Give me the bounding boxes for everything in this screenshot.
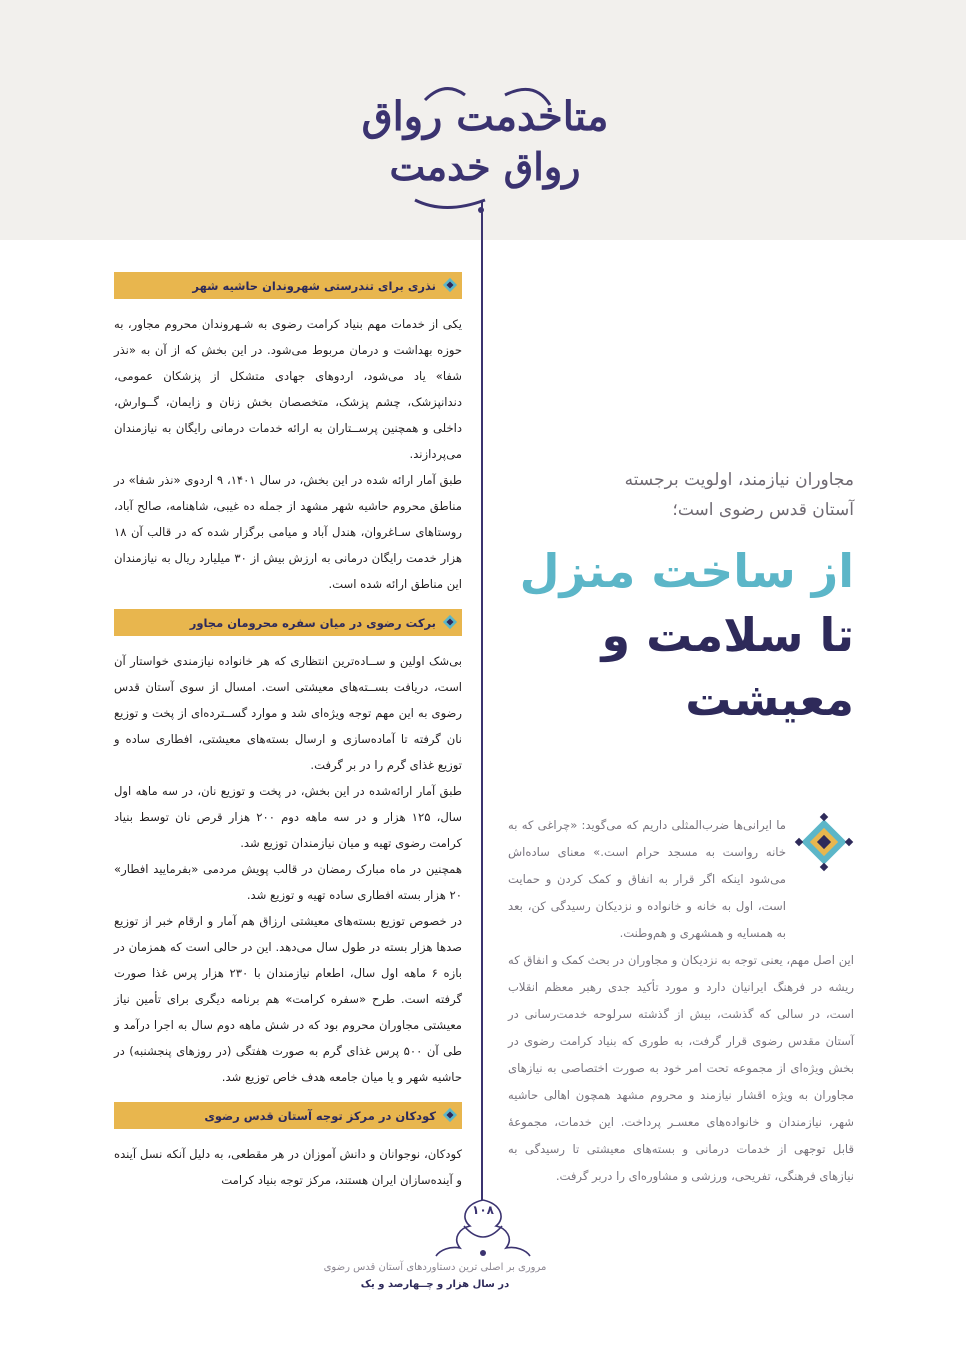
- title-line-2: تا سلامت و: [601, 608, 854, 662]
- section-heading: برکت رضوی در میان سفره محرومان مجاور: [189, 615, 436, 630]
- title-line-3: معیشت: [685, 672, 854, 726]
- logo-text: متاخدمت رواق: [361, 93, 609, 140]
- section-heading-bar: [114, 609, 462, 636]
- section-heading-bar: [114, 1102, 462, 1129]
- kicker-line-1: مجاوران نیازمند، اولویت برجسته: [624, 470, 854, 490]
- diamond-marker-icon: [442, 277, 458, 293]
- logo-subtext: رواق خدمت: [389, 144, 581, 189]
- headline-block: [508, 465, 854, 731]
- center-divider: [481, 200, 483, 1200]
- paragraph: در خصوص توزیع بسته‌های معیشتی ارزاق هم آمار و ارقام خبر از توزیع صدها هزار بسته در طول سال می‌دهد. این در حالی است که همزمان در بازه ۶ ماهه اول سال، اطعام نیازمندان با ۲۳۰ هزار پرس غذا صورت گرفته است. طرح «سفره کرامت» هم برنامه دیگری برای تأمین نیاز معیشتی مجاوران محروم بود که در شش ماهه دوم سال به اجرا درآمد و طی آن ۵۰۰ پرس غذای گرم به صورت هفتگی (در روزهای پنجشنبه) در حاشیه شهر و یا میان جامعه هدف خاص توزیع شد.: [114, 914, 462, 1084]
- body-column: [114, 272, 462, 1205]
- section-heading: کودکان در مرکز توجه آستان قدس رضوی: [204, 1108, 436, 1123]
- title-line-1: از ساخت منزل: [519, 544, 854, 598]
- paragraph: کودکان، نوجوانان و دانش آموزان در هر مقطعی، به دلیل آنکه نسل آینده و آینده‌سازان ایران هستند، مرکز توجه بنیاد کرامت: [114, 1147, 462, 1187]
- kicker-line-2: آستان قدس رضوی است؛: [672, 500, 854, 520]
- paragraph: طبق آمار ارائه‌شده در این بخش، در پخت و توزیع نان، در سه ماهه اول سال، ۱۲۵ هزار و در سه ماهه دوم ۲۰۰ هزار قرص نان توسط بنیاد کرامت رضوی تهیه و میان نیازمندان توزیع شد.: [114, 784, 462, 850]
- page-number: ۱۰۸: [472, 1203, 494, 1217]
- section-heading-bar: [114, 272, 462, 299]
- footer-caption: مروری بر اصلی ترین دستاوردهای آستان قدس رضوی: [323, 1262, 547, 1273]
- ravagh-khedmat-logo: [361, 60, 609, 225]
- intro-paragraph: ما ایرانی‌ها ضرب‌المثلی داریم که می‌گوید: «چراغی که به خانه رواست به مسجد حرام است.» معنای ساده‌اش می‌شود اینکه اگر قرار به انفاق و کمک کردن و حمایت است، اول به خانه و خانواده و نزدیکان رسیدگی کن، بعد به همسایه و همشهری و هم‌وطنت.: [508, 818, 786, 940]
- section-health: [114, 272, 462, 597]
- paragraph: یکی از خدمات مهم بنیاد کرامت رضوی به شـهروندان محروم مجاور، به حوزه بهداشت و درمان مربوط می‌شود. در این بخش که از آن به «نذر شفا» یاد می‌شود، اردوهای جهادی متشکل از پزشکان عمومی، دندانپزشک، چشم پزشک، متخصصان بخش زنان و زایمان، گــوارش، داخلی و همچنین پرســتاران به ارائه خدمات درمانی رایگان به نیازمندان می‌پردازند.: [114, 317, 462, 461]
- section-children: [114, 1102, 462, 1193]
- paragraph: بی‌شک اولین و ســاده‌ترین انتظاری که هر خانواده نیازمندی خواستار آن است، دریافت بســته‌های معیشتی است. امسال از سوی آستان قدس رضوی به این مهم توجه ویژه‌ای شد و موارد گســترده‌ای از پخت و توزیع نان گرفته تا آماده‌سازی و ارسال بسته‌های معیشتی، افطاری ساده و توزیع غذای گرم را در بر گرفت.: [114, 654, 462, 772]
- footer-subcaption: در سال هزار و چــهارصد و یک: [360, 1279, 510, 1290]
- section-livelihood: [114, 609, 462, 1090]
- paragraph: طبق آمار ارائه شده در این بخش، در سال ۱۴۰۱، ۹ اردوی «نذر شفا» در مناطق محروم حاشیه شهر مشهد از جمله ده غیبی، شاهنامه، صالح آباد، روستاهای سـاغروان، هندل آباد و میامی برگزار شده که در قالب آن ۱۸ هزار خدمت رایگان درمانی به ارزش بیش از ۳۰ میلیارد ریال به نیازمندان این مناطق ارائه شده است.: [114, 473, 462, 591]
- intro-paragraph: این اصل مهم، یعنی توجه به نزدیکان و مجاوران در بحث کمک و انفاق که ریشه در فرهنگ ایرانیان دارد و مورد تأکید جدی رهبر معظم انقلاب است، در سالی که گذشت، بیش از گذشته سرلوحه خدمت‌رسانی در آستان مقدس رضوی قرار گرفت، به طوری که بنیاد کرامت رضوی در بخش ویژه‌ای از مجموعه تحت امر خود به صورت اختصاصی به نیازهای مجاوران به ویژه اقشار نیازمند و محروم مشهد همچون اهالی حاشیه شهر، نیازمندان و خانواده‌های معسـر پرداخت. این خدمات، مجموعهٔ قابل توجهی از خدمات درمانی و بسته‌های معیشتی تا رسیدگی به نیازهای فرهنگی، تفریحی، ورزشی و مشاوره‌ای را دربر گرفت.: [508, 953, 854, 1183]
- tile-pattern-icon: [794, 812, 854, 872]
- section-heading: نذری برای تندرستی شهروندان حاشیه شهر: [192, 278, 436, 293]
- kicker: [508, 465, 854, 525]
- diamond-marker-icon: [442, 1107, 458, 1123]
- intro-block: [508, 812, 854, 1190]
- paragraph: همچنین در ماه مبارک رمضان در قالب پویش مردمی «بفرمایید افطار» ۲۰ هزار بسته افطاری ساده تهیه و توزیع شد.: [114, 862, 462, 902]
- diamond-marker-icon: [442, 614, 458, 630]
